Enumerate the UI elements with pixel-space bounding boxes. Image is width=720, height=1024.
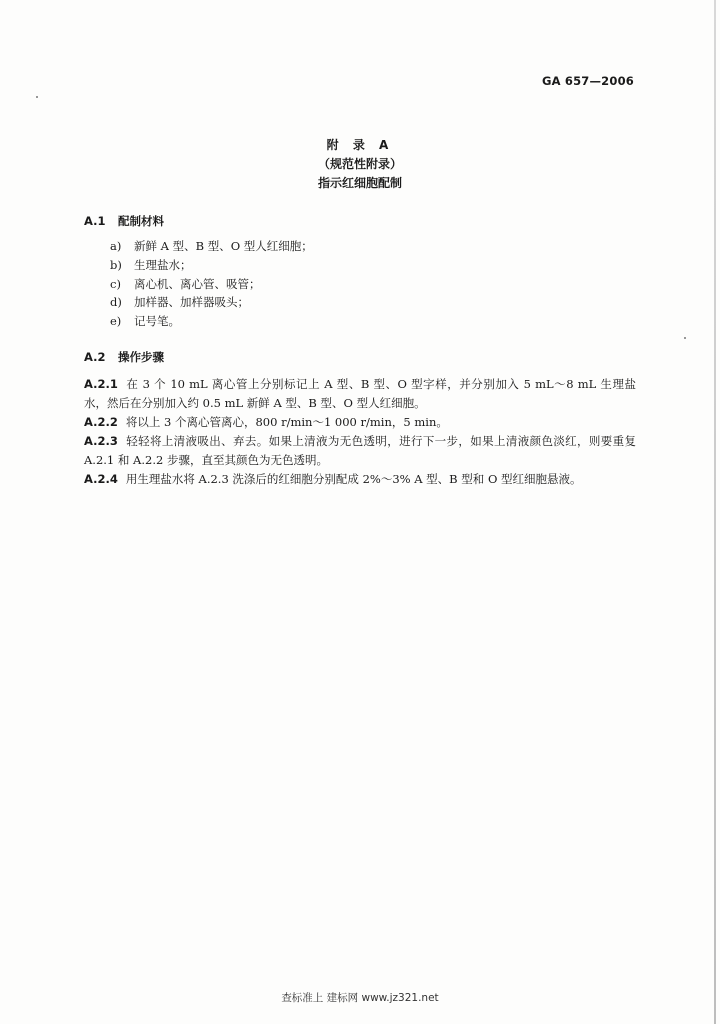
step-number: A.2.2 xyxy=(84,415,118,429)
step-number: A.2.1 xyxy=(84,377,118,391)
section-title: 操作步骤 xyxy=(118,350,164,364)
procedure-step xyxy=(84,470,636,489)
list-marker: d) xyxy=(110,295,122,310)
list-marker: e) xyxy=(110,314,122,329)
section-a1-heading xyxy=(84,213,164,229)
step-text: 用生理盐水将 A.2.3 洗涤后的红细胞分别配成 2%～3% A 型、B 型和 O 型红细胞悬液。 xyxy=(125,472,582,486)
list-item-text: 记号笔。 xyxy=(134,314,180,329)
procedure-step xyxy=(84,375,636,413)
list-marker: b) xyxy=(110,257,122,272)
step-text: 轻轻将上清液吸出、弃去。如果上清液为无色透明，进行下一步，如果上清液颜色淡红，则要重复 A.2.1 和 A.2.2 步骤，直至其颜色为无色透明。 xyxy=(84,434,636,467)
list-marker: a) xyxy=(110,239,122,253)
section-number: A.1 xyxy=(84,214,106,228)
list-marker: c) xyxy=(110,276,121,291)
list-item xyxy=(110,237,313,256)
list-item-text: 加样器、加样器吸头； xyxy=(134,295,249,310)
step-text: 将以上 3 个离心管离心，800 r/min～1 000 r/min，5 min。 xyxy=(125,415,448,429)
scan-speck xyxy=(684,337,686,339)
annex-name: 指示红细胞配制 xyxy=(317,176,402,190)
annex-title: 附 录 A xyxy=(326,138,394,152)
section-number: A.2 xyxy=(84,350,106,364)
annex-heading xyxy=(0,136,720,193)
section-a2-heading xyxy=(84,349,164,365)
list-item-text: 生理盐水； xyxy=(134,257,192,272)
list-item xyxy=(110,256,313,275)
list-item xyxy=(110,293,313,312)
footer-watermark: 查标准上 建标网 www.jz321.net xyxy=(281,992,439,1004)
list-item xyxy=(110,275,313,294)
materials-list xyxy=(110,237,313,331)
step-number: A.2.4 xyxy=(84,472,118,486)
step-text: 在 3 个 10 mL 离心管上分别标记上 A 型、B 型、O 型字样，并分别加入 5 mL～8 mL 生理盐水，然后在分别加入约 0.5 mL 新鲜 A 型、B 型、O 型人红细胞。 xyxy=(84,377,636,410)
annex-subtitle: （规范性附录） xyxy=(317,157,402,171)
section-title: 配制材料 xyxy=(118,214,164,228)
list-item xyxy=(110,312,313,331)
scan-speck xyxy=(36,96,38,98)
step-number: A.2.3 xyxy=(84,434,118,448)
procedure-step xyxy=(84,432,636,470)
list-item-text: 新鲜 A 型、B 型、O 型人红细胞； xyxy=(134,239,313,253)
document-code: GA 657—2006 xyxy=(541,74,634,88)
list-item-text: 离心机、离心管、吸管； xyxy=(134,276,261,291)
procedure-step xyxy=(84,413,636,432)
